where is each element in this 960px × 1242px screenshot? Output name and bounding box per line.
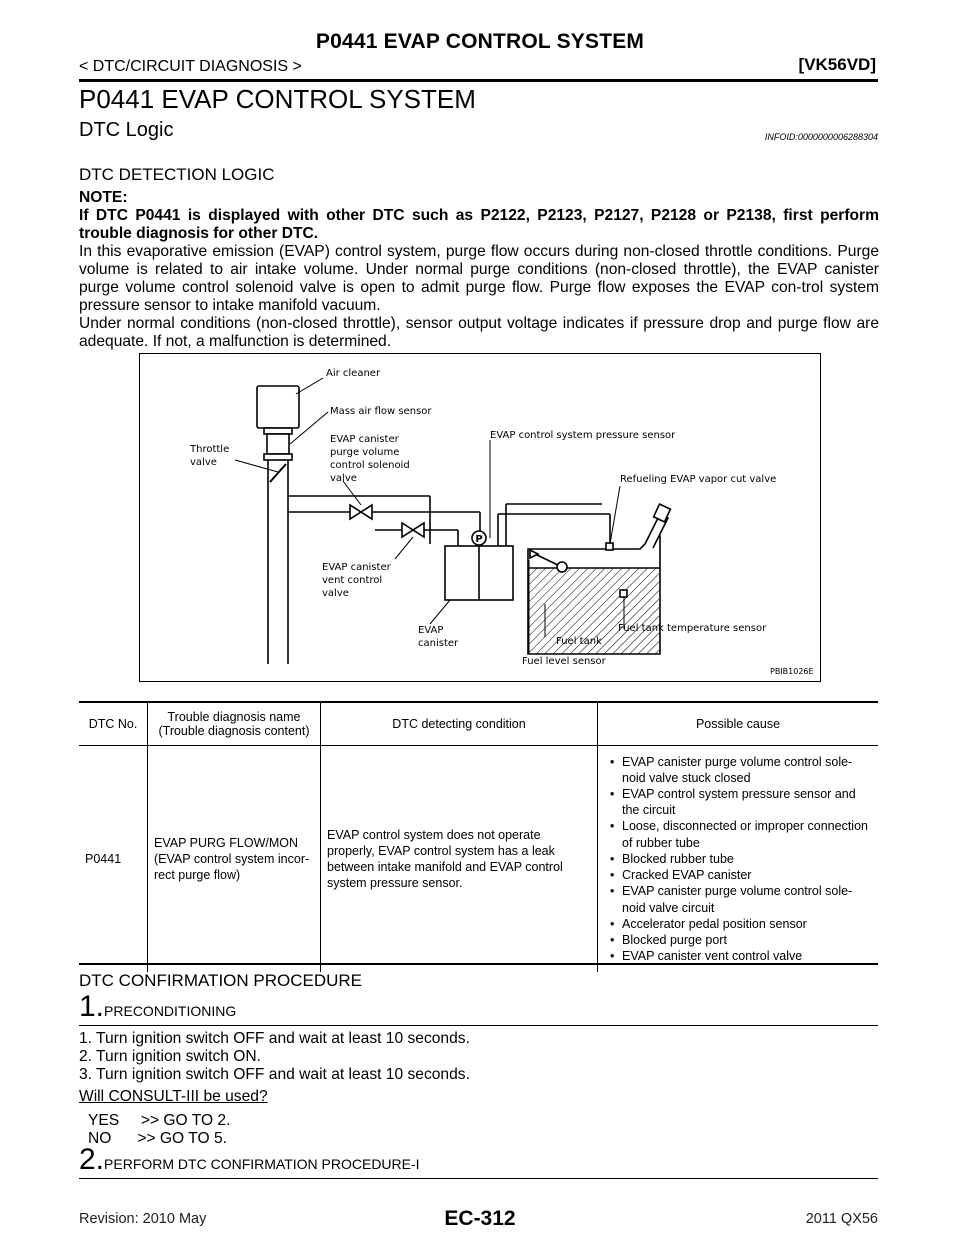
label-canister-2: canister (418, 638, 459, 649)
air-cleaner-shape (257, 386, 299, 428)
label-canister-1: EVAP (418, 625, 444, 636)
list-item: • Accelerator pedal position sensor (604, 916, 872, 932)
list-item: • EVAP control system pressure sensor and the circuit (604, 786, 872, 818)
label-pressure-sensor: EVAP control system pressure sensor (490, 430, 676, 441)
page-number: EC-312 (444, 1207, 516, 1230)
list-item: • Blocked rubber tube (604, 851, 872, 867)
logic-paragraph-1: In this evaporative emission (EVAP) control system, purge flow occurs during non-closed throttle conditions. Purge volume is related to air intake volume. Under normal purge conditions (non-closed throttle), the EVAP canister purge volume control solenoid valve is open to admit purge flow. Purge flow exposes the EVAP con-trol system pressure sensor to intake manifold vacuum. (79, 243, 879, 314)
causes-list (604, 754, 872, 965)
purge-valve-symbol (350, 505, 372, 519)
detection-logic-heading: DTC DETECTION LOGIC (79, 165, 275, 184)
col-detecting-condition: DTC detecting condition (321, 703, 598, 746)
table-row (79, 746, 878, 973)
note-label: NOTE: (79, 189, 128, 206)
label-vent-2: vent control (322, 575, 383, 586)
confirmation-heading: DTC CONFIRMATION PROCEDURE (79, 971, 363, 990)
col-trouble-name: Trouble diagnosis name (Trouble diagnosis content) (148, 703, 321, 746)
label-throttle-2: valve (190, 457, 217, 468)
cell-causes (598, 746, 879, 973)
list-item: • Blocked purge port (604, 932, 872, 948)
note-text: If DTC P0441 is displayed with other DTC such as P2122, P2123, P2127, P2128 or P2138, first perform trouble diagnosis for other DTC. (79, 207, 879, 242)
step-1-line-3: 3. Turn ignition switch OFF and wait at least 10 seconds. (79, 1066, 470, 1083)
table-bottom-rule (79, 963, 878, 965)
cell-trouble-name: EVAP PURG FLOW/MON (EVAP control system incor- rect purge flow) (148, 746, 321, 973)
label-purge-3: control solenoid (330, 460, 410, 471)
footer-revision: Revision: 2010 May (79, 1211, 207, 1227)
step-1-line-2: 2. Turn ignition switch ON. (79, 1048, 262, 1065)
label-purge-2: purge volume (330, 447, 400, 458)
col-possible-cause: Possible cause (598, 703, 879, 746)
figure-id: PBIB1026E (770, 667, 814, 676)
label-fuel-level: Fuel level sensor (522, 656, 606, 667)
step-2-title: PERFORM DTC CONFIRMATION PROCEDURE-I (104, 1156, 420, 1172)
step-2-heading (79, 1143, 420, 1177)
step-1-line-1: 1. Turn ignition switch OFF and wait at least 10 seconds. (79, 1030, 470, 1047)
vent-valve-symbol (402, 523, 424, 537)
engine-code: [VK56VD] (798, 55, 876, 74)
list-item: • EVAP canister purge volume control sole- noid valve stuck closed (604, 754, 872, 786)
step-1-question: Will CONSULT-III be used? (79, 1088, 268, 1105)
label-throttle-1: Throttle (190, 444, 230, 455)
label-purge-4: valve (330, 473, 357, 484)
label-air-cleaner: Air cleaner (326, 368, 381, 379)
list-item: • EVAP canister purge volume control sole- noid valve circuit (604, 883, 872, 915)
list-item: • Cracked EVAP canister (604, 867, 872, 883)
info-id: INFOID:0000000006288304 (764, 132, 878, 142)
pressure-p-mark: P (475, 534, 483, 545)
breadcrumb: < DTC/CIRCUIT DIAGNOSIS > (79, 58, 302, 75)
step-1-heading (79, 990, 236, 1024)
step-1-title: PRECONDITIONING (104, 1003, 237, 1019)
step-1-number: 1. (79, 990, 105, 1023)
label-maf: Mass air flow sensor (330, 406, 432, 417)
label-vent-1: EVAP canister (322, 562, 391, 573)
step-1-rule (79, 1025, 878, 1026)
col-dtc-no: DTC No. (79, 703, 148, 746)
label-fuel-tank: Fuel tank (556, 636, 602, 647)
subsection-title: DTC Logic (79, 119, 174, 141)
label-vent-3: valve (322, 588, 349, 599)
header-rule (79, 79, 878, 82)
section-title: P0441 EVAP CONTROL SYSTEM (79, 84, 476, 114)
cell-dtc-no: P0441 (85, 852, 122, 866)
maf-sensor-shape (267, 434, 289, 454)
step-2-number: 2. (79, 1143, 105, 1176)
footer-model: 2011 QX56 (805, 1211, 878, 1227)
cell-condition: EVAP control system does not operate properly, EVAP control system has a leak between intake manifold and EVAP control system pressure sensor. (321, 746, 598, 973)
step-2-rule (79, 1178, 878, 1179)
label-purge-1: EVAP canister (330, 434, 399, 445)
step-1-yes: YES >> GO TO 2. (88, 1112, 231, 1129)
label-refuel-valve: Refueling EVAP vapor cut valve (620, 474, 777, 485)
page-header-title: P0441 EVAP CONTROL SYSTEM (315, 30, 645, 53)
list-item: • EVAP canister vent control valve (604, 948, 872, 964)
label-fuel-temp: Fuel tank temperature sensor (618, 623, 767, 634)
logic-paragraph-2: Under normal conditions (non-closed throttle), sensor output voltage indicates if pressure drop and purge flow are adequate. If not, a malfunction is determined. (79, 315, 879, 350)
list-item: • Loose, disconnected or improper connection of rubber tube (604, 818, 872, 850)
dtc-table (79, 703, 878, 972)
evap-system-diagram (139, 353, 821, 682)
step-1-no: NO >> GO TO 5. (88, 1130, 227, 1147)
